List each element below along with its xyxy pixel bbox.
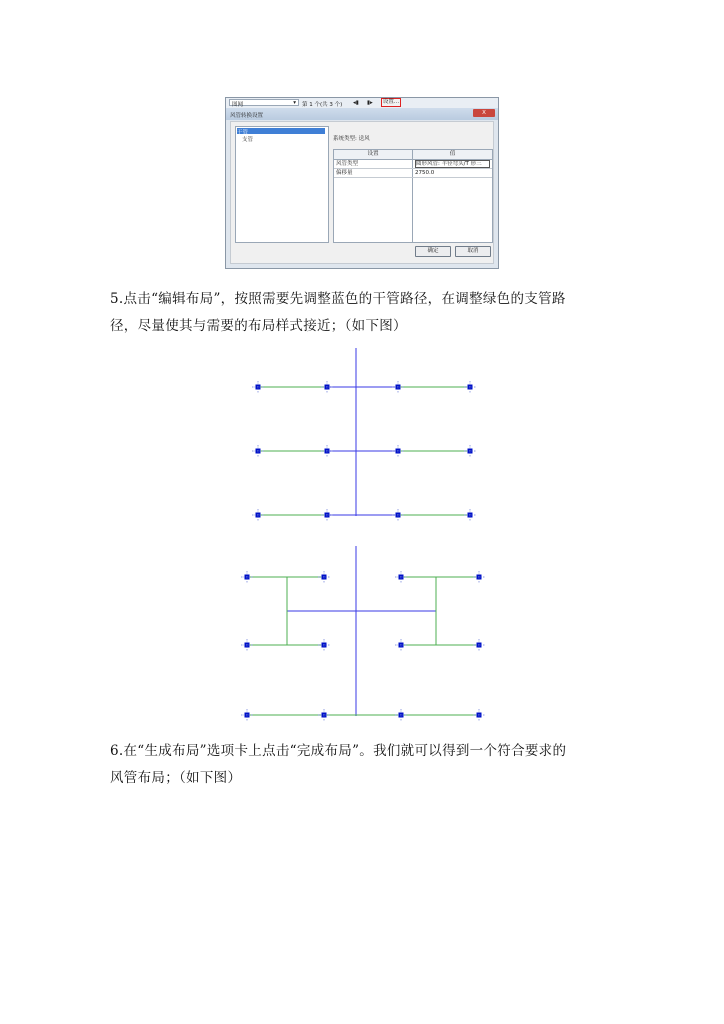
step5-line2: 径，尽量使其与需要的布局样式接近；（如下图） (110, 318, 407, 334)
dialog-title: 风管转换设置 (230, 113, 264, 119)
air-terminal-icon (252, 445, 264, 457)
chevron-down-icon: ▾ (293, 100, 296, 106)
air-terminal-icon (241, 709, 253, 721)
system-type-label: 系统类型: 送风 (333, 136, 370, 142)
air-terminal-icon (252, 381, 264, 393)
step6-paragraph (110, 738, 615, 792)
tree-item-main-duct[interactable]: 干管 (237, 128, 325, 134)
row1-value[interactable]: 圆形风管: 半径弯头/T 形三 (415, 160, 490, 168)
row1-param: 风管类型 (336, 161, 359, 167)
header-value: 值 (413, 150, 492, 160)
ok-button[interactable]: 确定 (415, 246, 451, 257)
next-layout-button[interactable]: ▮▸ (367, 100, 373, 106)
header-param: 设置 (334, 150, 412, 160)
close-button[interactable]: X (473, 109, 495, 117)
air-terminal-icon (395, 639, 407, 651)
air-terminal-icon (241, 639, 253, 651)
prev-layout-button[interactable]: ◂▮ (353, 100, 359, 106)
step6-line2: 风管布局；（如下图） (110, 770, 242, 786)
step5-line1: 5.点击“编辑布局”，按照需要先调整蓝色的干管路径，在调整绿色的支管路 (110, 291, 566, 307)
air-terminal-icon (395, 571, 407, 583)
tree-item-branch-duct[interactable]: 支管 (242, 137, 254, 143)
settings-button[interactable]: 设置... (382, 99, 400, 105)
row2-value[interactable]: 2750.0 (415, 170, 435, 176)
row2-param: 偏移量 (336, 170, 353, 176)
combo-value: 图网 (232, 102, 244, 108)
cancel-button[interactable]: 取消 (455, 246, 491, 257)
step6-line1: 6.在“生成布局”选项卡上点击“完成布局”。我们就可以得到一个符合要求的 (110, 743, 567, 759)
air-terminal-icon (252, 509, 264, 521)
air-terminal-icon (241, 571, 253, 583)
page-info: 第 1 个(共 3 个) (302, 102, 343, 108)
